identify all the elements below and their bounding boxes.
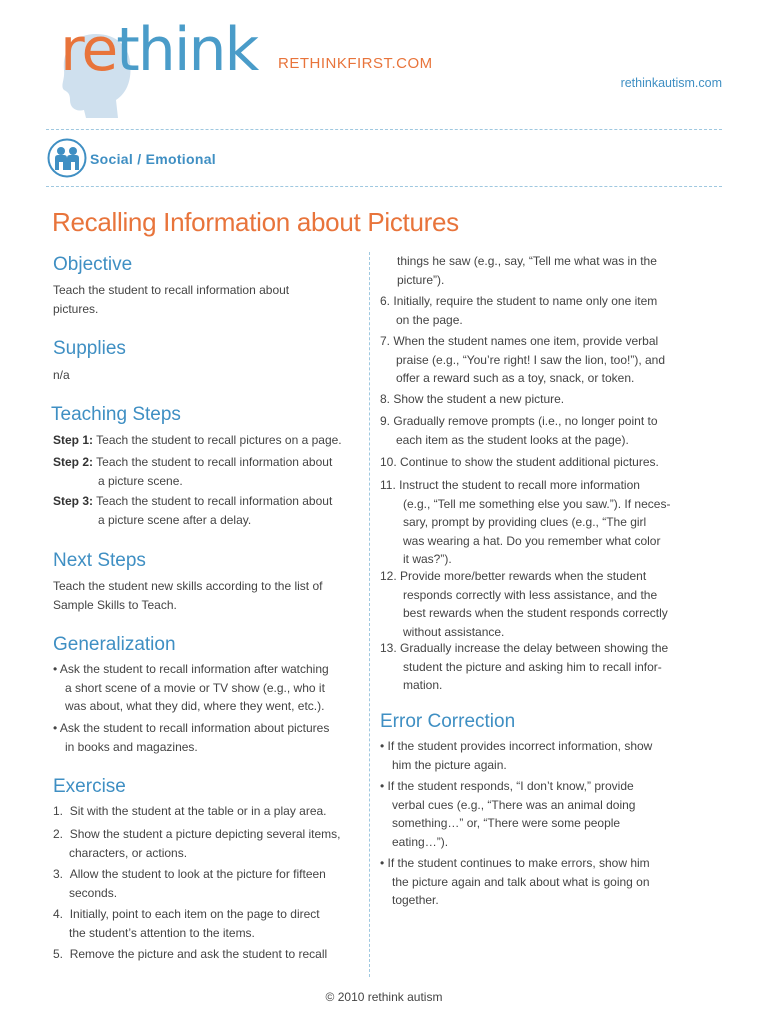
generalization-heading: Generalization — [53, 634, 176, 655]
supplies-heading: Supplies — [53, 338, 126, 359]
exercise-item-5-continued: things he saw (e.g., say, “Tell me what was in the picture”). — [397, 254, 657, 287]
column-divider — [369, 252, 370, 977]
exercise-item-12: 12. Provide more/better rewards when the student responds correctly with less assistance, and the best rewards when the student responds correctly without assistance. — [380, 569, 668, 639]
exercise-item-7: 7. When the student names one item, provide verbal praise (e.g., “You’re right! I saw the lion, too!”), and offer a reward such as a toy, snack, or token. — [380, 334, 666, 385]
error-correction-heading: Error Correction — [380, 711, 516, 732]
category-divider — [46, 186, 722, 187]
exercise-item-1: 1. Sit with the student at the table or in a play area. — [53, 804, 327, 818]
bullet: • — [380, 739, 385, 753]
error-item-1: • If the student provides incorrect information, show him the picture again. — [380, 739, 653, 772]
exercise-heading: Exercise — [53, 776, 126, 797]
exercise-item-5: 5. Remove the picture and ask the student to recall — [53, 947, 328, 961]
bullet: • — [53, 662, 58, 676]
next-steps-text: Teach the student new skills according to the list of Sample Skills to Teach. — [53, 579, 323, 612]
logo-think: think — [116, 15, 258, 85]
supplies-text: n/a — [53, 368, 70, 382]
header-divider — [46, 129, 722, 130]
next-steps-heading: Next Steps — [53, 550, 146, 571]
exercise-item-9: 9. Gradually remove prompts (i.e., no longer point to each item as the student looks at the page). — [380, 414, 658, 447]
exercise-item-2: 2. Show the student a picture depicting several items, characters, or actions. — [53, 827, 341, 860]
page-title: Recalling Information about Pictures — [52, 207, 459, 237]
step-label: Step 1: — [53, 433, 94, 447]
social-people-icon — [47, 138, 87, 178]
error-item-3: • If the student continues to make errors, show him the picture again and talk about what is going on together. — [380, 856, 650, 907]
objective-text: Teach the student to recall information about pictures. — [53, 283, 290, 316]
logo-re: re — [60, 15, 117, 85]
step-label: Step 3: — [53, 494, 94, 508]
exercise-item-6: 6. Initially, require the student to name only one item on the page. — [380, 294, 658, 327]
step-2: Step 2: Teach the student to recall information about a picture scene. — [53, 455, 333, 488]
exercise-item-3: 3. Allow the student to look at the picture for fifteen seconds. — [53, 867, 326, 900]
generalization-item-2: • Ask the student to recall information about pictures in books and magazines. — [53, 721, 330, 754]
site-url[interactable]: RETHINKFIRST.COM — [278, 55, 433, 72]
teaching-steps-heading: Teaching Steps — [51, 404, 181, 425]
exercise-item-13: 13. Gradually increase the delay between showing the student the picture and asking him to recall infor- mation. — [380, 641, 669, 692]
exercise-item-11: 11. Instruct the student to recall more information (e.g., “Tell me something else you saw.”). If neces- sary, prompt by providing clues (e.g., “The girl was wearing a hat. Do you remember what color it was?”). — [380, 478, 671, 566]
logo — [60, 15, 258, 85]
bullet: • — [380, 779, 385, 793]
exercise-item-8: 8. Show the student a new picture. — [380, 392, 565, 406]
step-1: Step 1: Teach the student to recall pictures on a page. — [53, 433, 342, 447]
exercise-item-10: 10. Continue to show the student additional pictures. — [380, 455, 659, 469]
step-label: Step 2: — [53, 455, 94, 469]
error-item-2: • If the student responds, “I don’t know,” provide verbal cues (e.g., “There was an animal doing something…” or, “There were some people eating…”). — [380, 779, 636, 849]
category-label: Social / Emotional — [90, 151, 216, 167]
exercise-item-4: 4. Initially, point to each item on the page to direct the student’s attention to the items. — [53, 907, 320, 940]
bullet: • — [380, 856, 385, 870]
bullet: • — [53, 721, 58, 735]
generalization-item-1: • Ask the student to recall information after watching a short scene of a movie or TV show (e.g., who it was about, what they did, where they went, etc.). — [53, 662, 329, 713]
step-3: Step 3: Teach the student to recall information about a picture scene after a delay. — [53, 494, 333, 527]
footer-copyright: © 2010 rethink autism — [325, 990, 443, 1004]
site-url-secondary[interactable]: rethinkautism.com — [620, 76, 722, 90]
objective-heading: Objective — [53, 254, 133, 275]
